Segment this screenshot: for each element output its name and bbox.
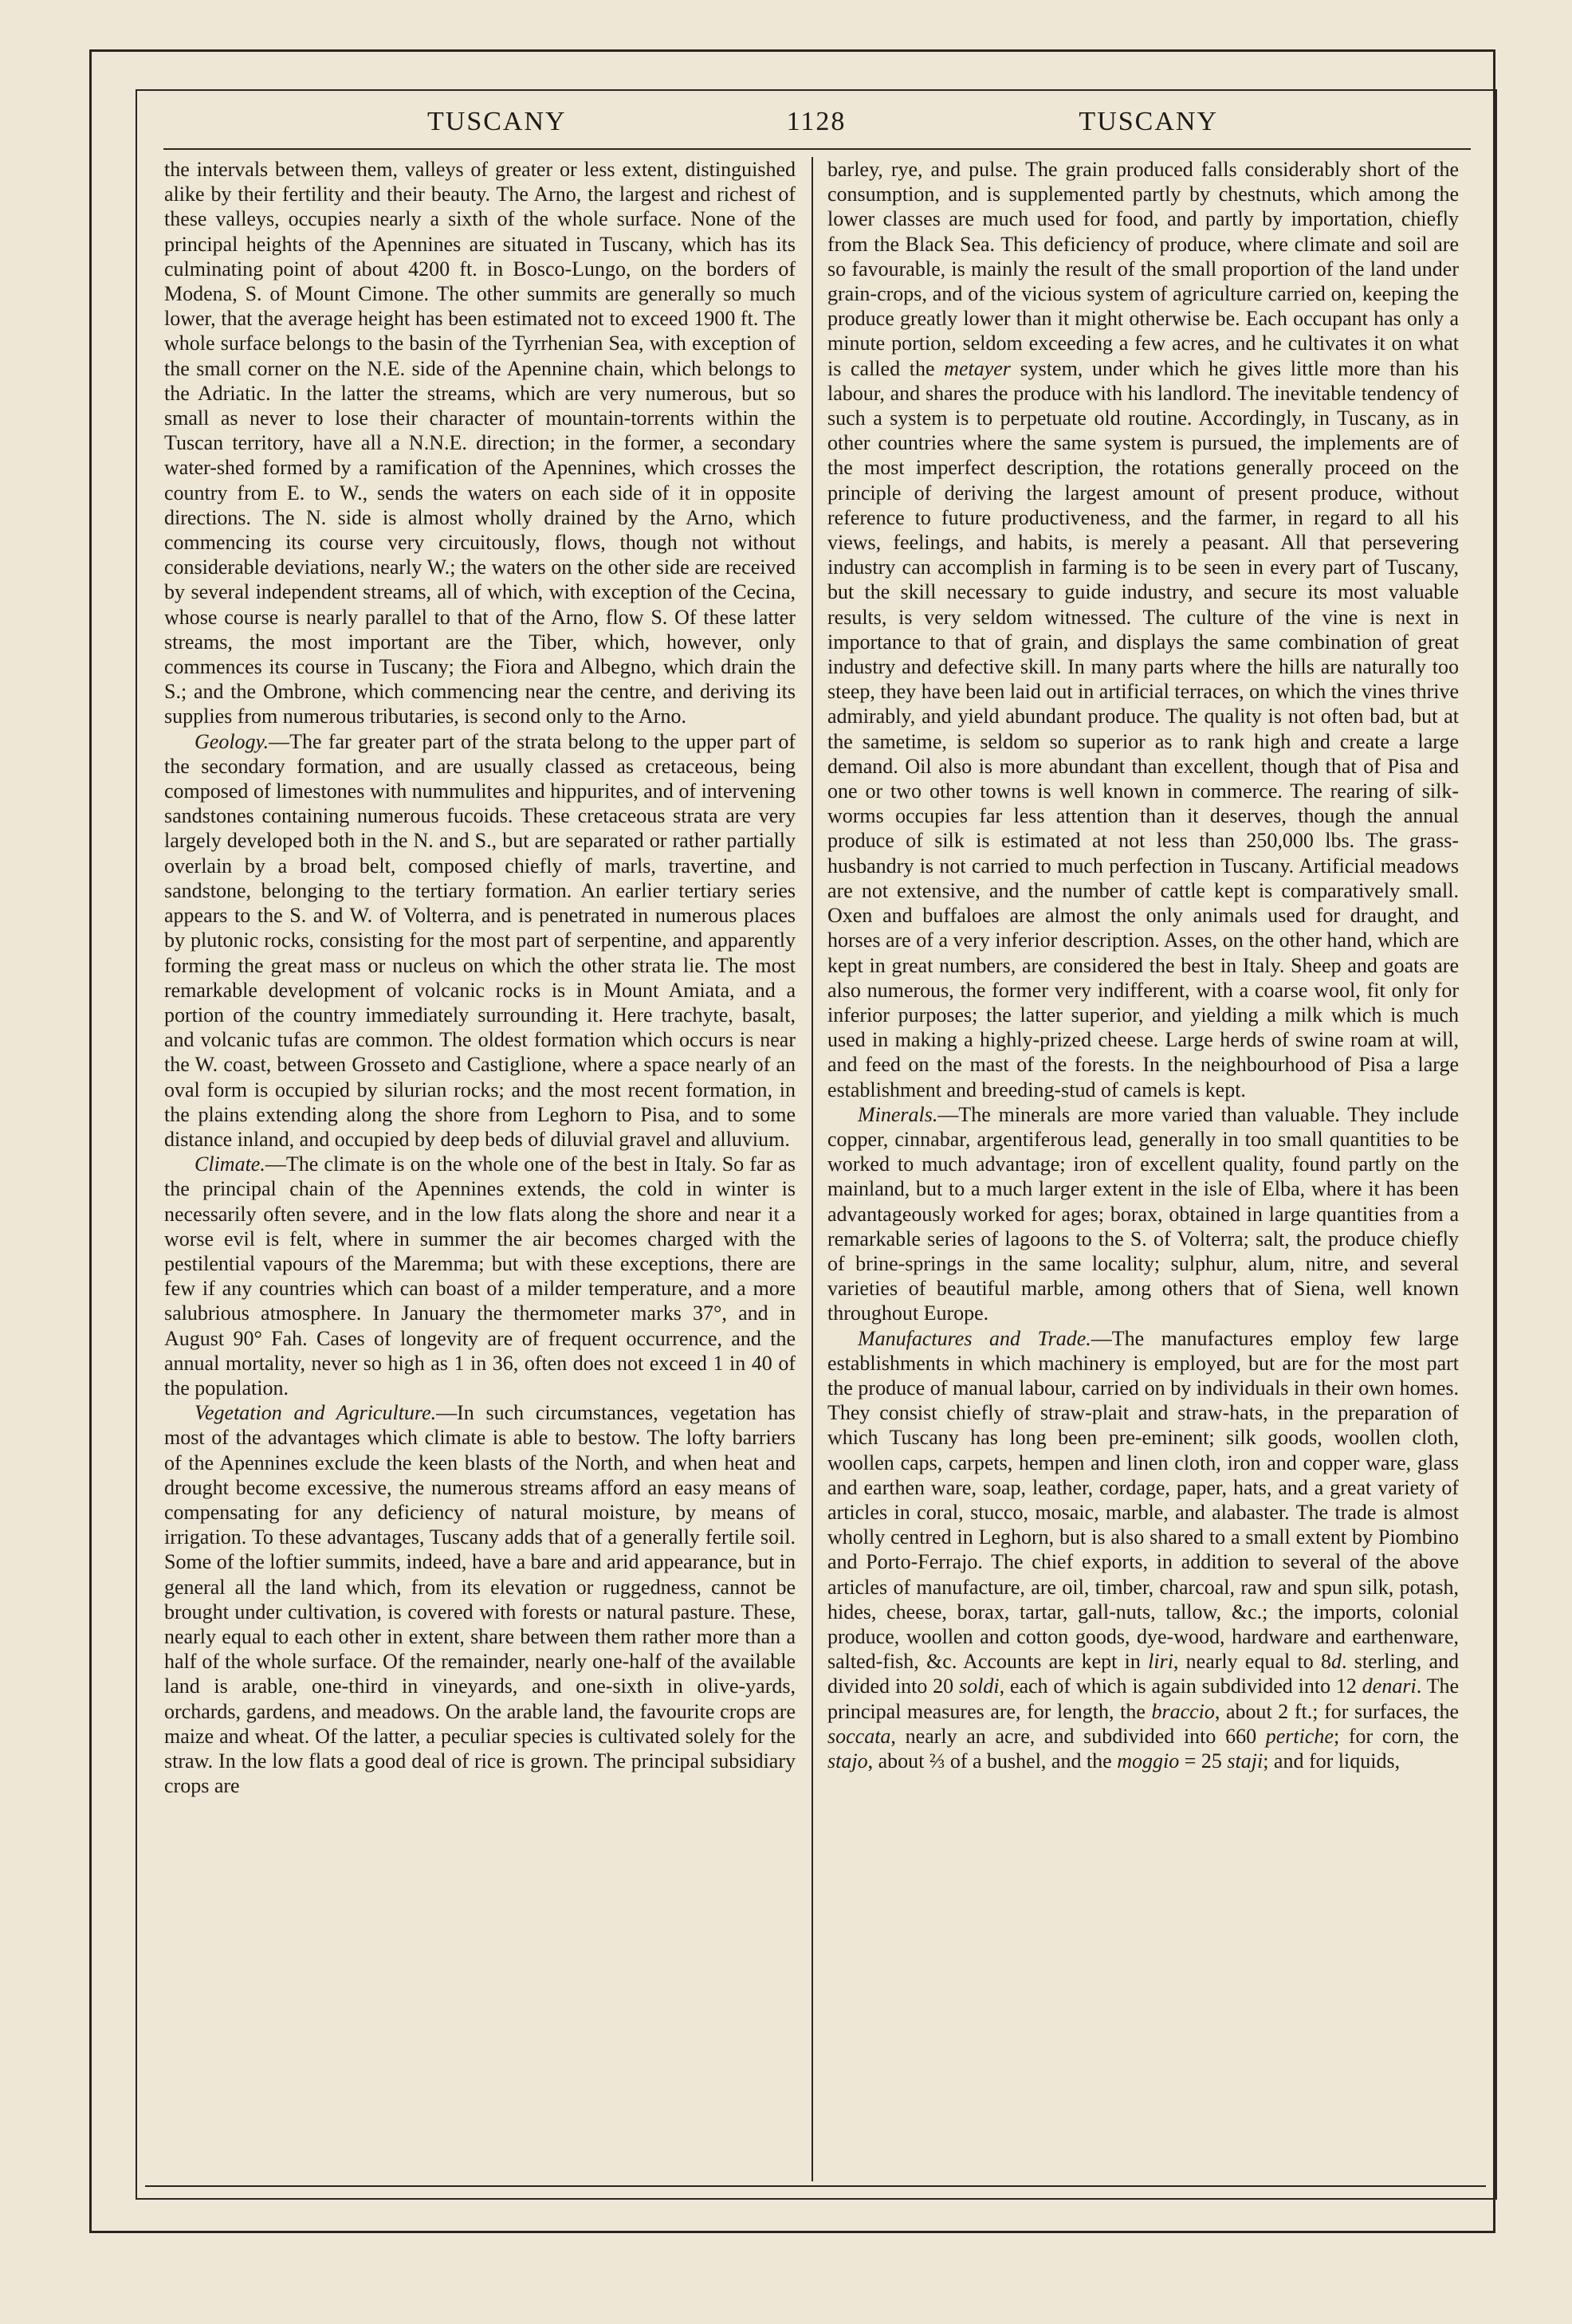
minerals-text: —The minerals are more varied than valuable. They include copper, cinnabar, argentiferous lead, generally in too small quantities to be worked to much advantage; iron of excellent quality, found partly on the mainland, but to a much larger extent in the isle of Elba, where it has been advantageously worked for ages; borax, obtained in large quantities from a remarkable series of lagoons to the S. of Volterra; salt, the produce chiefly of brine-springs in the same locality; sulphur, alum, nitre, and several varieties of beautiful marble, among others that of Siena, well known throughout Europe.: [827, 1102, 1459, 1325]
right-column: [827, 157, 1459, 2181]
manufactures-heading: Manufactures and Trade.: [858, 1326, 1091, 1350]
climate-heading: Climate.: [195, 1152, 265, 1176]
bottom-rule: [145, 2185, 1486, 2187]
manufactures-text-d: , each of which is again subdivided into 12: [999, 1674, 1362, 1698]
manufactures-text-a: —The manufactures employ few large establishments in which machinery is employed, but are for the most part the produce of manual labour, carried on by individuals in their own homes. They consist chiefly of straw-plait and straw-hats, in the preparation of which Tuscany has long been pre-eminent; silk goods, woollen cloth, woollen caps, carpets, hempen and linen cloth, iron and copper ware, glass and earthen ware, soap, leather, cordage, paper, hats, and a great variety of articles in coral, stucco, mosaic, marble, and alabaster. The trade is almost wholly centred in Leghorn, but is also shared to a small extent by Piombino and Porto-Ferrajo. The chief exports, in addition to several of the above articles of manufacture, are oil, timber, charcoal, raw and spun silk, potash, hides, cheese, borax, tartar, gall-nuts, tallow, &c.; the imports, colonial produce, woollen and cotton goods, dye-wood, hardware and earthenware, salted-fish, &c. Accounts are kept in: [827, 1326, 1459, 1674]
term-pertiche: pertiche: [1265, 1724, 1334, 1748]
manufactures-text-i: , about ⅔ of a bushel, and the: [867, 1749, 1118, 1772]
manufactures-text-j: = 25: [1179, 1749, 1228, 1772]
page-number: 1128: [786, 107, 847, 136]
column-divider: [812, 157, 813, 2181]
agriculture-text-a: barley, rye, and pulse. The grain produced falls considerably short of the consumption, and is supplemented partly by chestnuts, which among the lower classes are much used for food, and partly by importation, chiefly from the Black Sea. This deficiency of produce, where climate and soil are so favourable, is mainly the result of the small proportion of the land under grain-crops, and of the vicious system of agriculture carried on, keeping the produce greatly lower than it might otherwise be. Each occupant has only a minute portion, seldom exceeding a few acres, and he cultivates it on what is called the: [827, 158, 1459, 380]
vegetation-heading: Vegetation and Agriculture.: [195, 1401, 437, 1425]
paragraph-agriculture-cont: [827, 157, 1459, 1102]
minerals-heading: Minerals.: [858, 1102, 938, 1126]
climate-text: —The climate is on the whole one of the best in Italy. So far as the principal chain of the Apennines extends, the cold in winter is necessarily often severe, and in the low flats along the shore and near it a worse evil is felt, where in summer the air becomes charged with the pestilential vapours of the Maremma; but with these exceptions, there are few if any countries which can boast of a milder temperature, and a more salubrious atmosphere. In January the thermometer marks 37°, and in August 90° Fah. Cases of longevity are of frequent occurrence, and the annual mortality, never so high as 1 in 36, often does not exceed 1 in 40 of the population.: [164, 1152, 796, 1400]
term-braccio: braccio: [1151, 1699, 1215, 1723]
paragraph-vegetation: [164, 1400, 796, 1798]
manufactures-text-e: . The principal measures are, for length, the: [827, 1674, 1459, 1723]
manufactures-text-g: , nearly an acre, and subdivided into 660: [890, 1724, 1266, 1748]
term-soldi: soldi: [959, 1674, 1000, 1698]
geology-text: —The far greater part of the strata belong to the upper part of the secondary formation, and are usually classed as cretaceous, being composed of limestones with nummulites and hippurites, and of intervening sandstones containing numerous fucoids. These cretaceous strata are very largely developed both in the N. and S., but are separated or rather partially overlain by a broad belt, composed chiefly of marls, travertine, and sandstone, belonging to the tertiary formation. An earlier tertiary series appears to the S. and W. of Volterra, and is penetrated in numerous places by plutonic rocks, consisting for the most part of serpentine, and apparently forming the great mass or nucleus on which the other strata lie. The most remarkable development of volcanic rocks is in Mount Amiata, and a portion of the country immediately surrounding it. Here trachyte, basalt, and volcanic tufas are common. The oldest formation which occurs is near the W. coast, between Grosseto and Castiglione, where a space nearly of an oval form is occupied by silurian rocks; and the most recent formation, in the plains extending along the shore from Leghorn to Pisa, and to some distance inland, and occupied by deep beds of diluvial gravel and alluvium.: [164, 729, 796, 1151]
term-stajo: stajo: [827, 1749, 868, 1772]
manufactures-text-c: . sterling, and divided into 20: [827, 1650, 1459, 1698]
header-rule: [163, 148, 1471, 150]
geology-heading: Geology.: [195, 729, 269, 753]
term-soccata: soccata: [827, 1724, 891, 1748]
left-column: [164, 157, 796, 2181]
paragraph-watersheds: the intervals between them, valleys of greater or less extent, distinguished alike by their fertility and their beauty. The Arno, the largest and richest of these valleys, occupies nearly a sixth of the whole surface. None of the principal heights of the Apennines are situated in Tuscany, which has its culminating point of about 4200 ft. in Bosco-Lungo, on the borders of Modena, S. of Mount Cimone. The other summits are generally so much lower, that the average height has been estimated not to exceed 1900 ft. The whole surface belongs to the basin of the Tyrrhenian Sea, with exception of the small corner on the N.E. side of the Apennine chain, which belongs to the Adriatic. In the latter the streams, which are very numerous, but so small as never to lose their character of mountain-torrents within the Tuscan territory, have all a N.N.E. direction; in the former, a secondary water-shed formed by a ramification of the Apennines, which crosses the country from E. to W., sends the waters on each side of it in opposite directions. The N. side is almost wholly drained by the Arno, which commencing its course very circuitously, flows, though not without considerable deviations, nearly W.; the waters on the other side are received by several independent streams, all of which, with exception of the Cecina, whose course is nearly parallel to that of the Arno, flow S. Of these latter streams, the most important are the Tiber, which, however, only commences its course in Tuscany; the Fiora and Albegno, which drain the S.; and the Ombrone, which commencing near the centre, and deriving its supplies from numerous tributaries, is second only to the Arno.: [164, 158, 796, 728]
metayer-term: metayer: [944, 356, 1011, 380]
term-d: d: [1330, 1650, 1342, 1674]
paragraph-geology: [164, 729, 796, 1152]
term-liri: liri: [1148, 1650, 1173, 1674]
term-moggio: moggio: [1117, 1749, 1180, 1772]
running-header: [159, 99, 1473, 147]
header-left-title: TUSCANY: [427, 107, 567, 136]
paragraph-minerals: [827, 1102, 1459, 1326]
manufactures-text-f: , about 2 ft.; for surfaces, the: [1214, 1699, 1459, 1723]
header-right-title: TUSCANY: [1079, 107, 1218, 136]
vegetation-text: —In such circumstances, vegetation has most of the advantages which climate is able to bestow. The lofty barriers of the Apennines exclude the keen blasts of the North, and when heat and drought become excessive, the numerous streams afford an easy means of compensating for any deficiency of natural moisture, by means of irrigation. To these advantages, Tuscany adds that of a generally fertile soil. Some of the loftier summits, indeed, have a bare and arid appearance, but in general all the land which, from its elevation or ruggedness, cannot be brought under cultivation, is covered with forests or natural pasture. These, nearly equal to each other in extent, share between them rather more than a half of the whole surface. Of the remainder, nearly one-half of the available land is arable, one-third in vineyards, and one-sixth in olive-yards, orchards, gardens, and meadows. On the arable land, the favourite crops are maize and wheat. Of the latter, a peculiar species is cultivated solely for the straw. In the low flats a good deal of rice is grown. The principal subsidiary crops are: [164, 1401, 796, 1798]
term-denari: denari: [1362, 1674, 1417, 1698]
manufactures-text-k: ; and for liquids,: [1263, 1749, 1401, 1772]
paragraph-manufactures: [827, 1326, 1459, 1774]
manufactures-text-h: ; for corn, the: [1333, 1724, 1459, 1748]
paragraph-climate: [164, 1152, 796, 1400]
term-staji: staji: [1227, 1749, 1263, 1772]
agriculture-text-b: system, under which he gives little more than his labour, and shares the produce with his landlord. The inevitable tendency of such a system is to perpetuate old routine. Accordingly, in Tuscany, as in other countries where the same system is pursued, the implements are of the most imperfect description, the rotations generally proceed on the principle of deriving the largest amount of present produce, without reference to future productiveness, and the farmer, in regard to all his views, feelings, and habits, is merely a peasant. All that persevering industry can accomplish in farming is to be seen in every part of Tuscany, but the skill necessary to guide industry, and secure its most valuable results, is very seldom witnessed. The culture of the vine is next in importance to that of grain, and displays the same combination of great industry and defective skill. In many parts where the hills are naturally too steep, they have been laid out in artificial terraces, on which the vines thrive admirably, and yield abundant produce. The quality is not often bad, but at the sametime, is seldom so superior as to rank high and create a large demand. Oil also is more abundant than excellent, though that of Pisa and one or two other towns is well known in commerce. The rearing of silk-worms occupies far less attention than it deserves, though the annual produce of silk is estimated at not less than 250,000 lbs. The grass-husbandry is not carried to much perfection in Tuscany. Artificial meadows are not extensive, and the number of cattle kept is comparatively small. Oxen and buffaloes are almost the only animals used for draught, and horses are of a very inferior description. Asses, on the other hand, which are kept in great numbers, are considered the best in Italy. Sheep and goats are also numerous, the former very indifferent, with a coarse wool, fit only for inferior purposes; the latter superior, and yielding a milk which is much used in making a highly-prized cheese. Large herds of swine roam at will, and feed on the mast of the forests. In the neighbourhood of Pisa a large establishment and breeding-stud of camels is kept.: [827, 356, 1459, 1101]
manufactures-text-b: , nearly equal to 8: [1173, 1650, 1331, 1674]
